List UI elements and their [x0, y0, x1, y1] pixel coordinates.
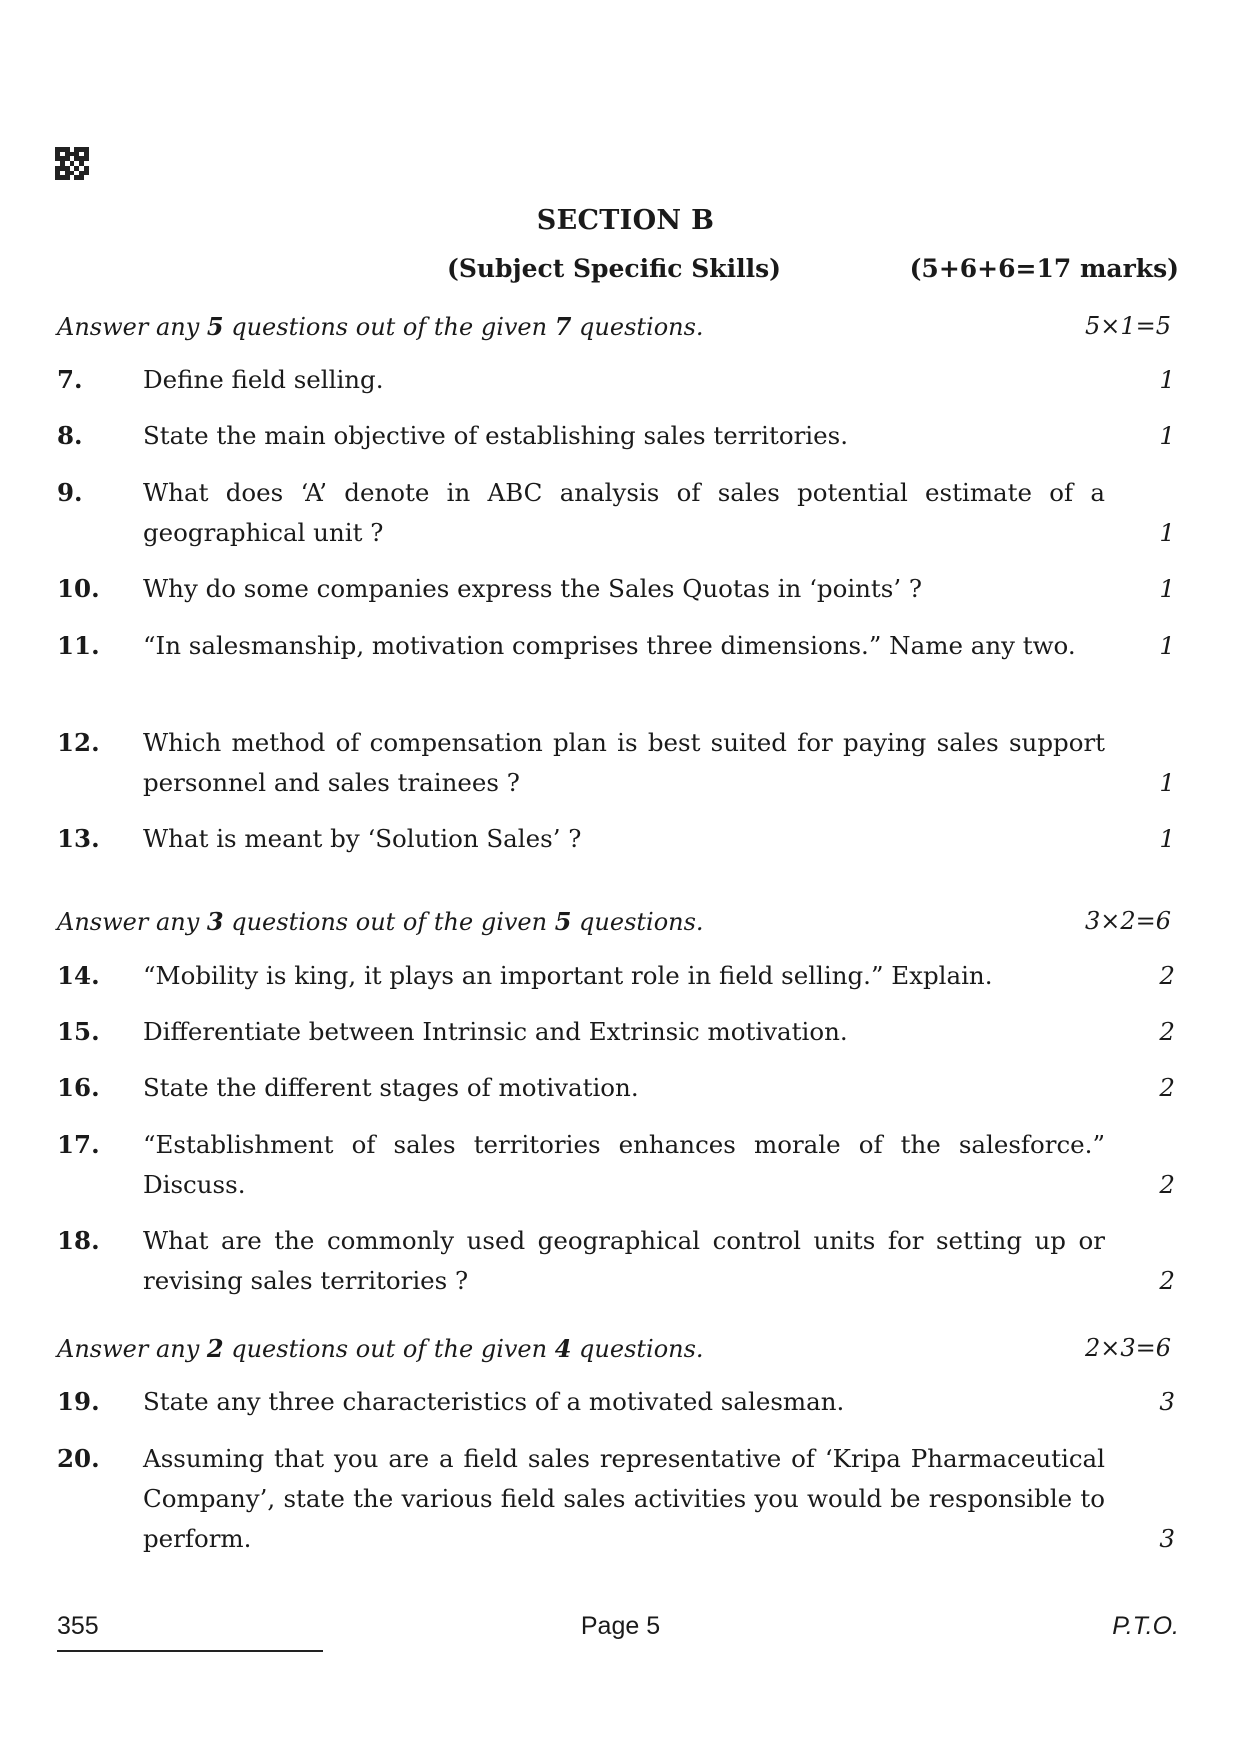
question-item: [57, 1068, 1175, 1108]
question-mark: 1: [1159, 518, 1175, 547]
question-mark: 1: [1159, 824, 1175, 853]
question-number: 18.: [57, 1226, 100, 1255]
question-text: “Mobility is king, it plays an important role in field selling.” Explain.: [143, 961, 993, 990]
question-mark: 1: [1159, 574, 1175, 603]
question-text: What does ‘A’ denote in ABC analysis of sales potential estimate of a geographical unit ?: [143, 478, 1105, 547]
section-title: SECTION B: [536, 205, 715, 236]
section-subtitle: (Subject Specific Skills): [447, 254, 781, 283]
group-marks: 3×2=6: [1084, 907, 1171, 935]
question-item: [57, 819, 1175, 859]
group-instruction: [57, 1334, 1171, 1363]
question-text: What are the commonly used geographical control units for setting up or revising sales territories ?: [143, 1226, 1105, 1295]
question-text: State the different stages of motivation.: [143, 1073, 639, 1102]
group-instruction-text: Answer any 5 questions out of the given 7 questions.: [57, 312, 704, 341]
question-mark: 2: [1159, 1170, 1175, 1199]
question-item: [57, 360, 1175, 400]
question-item: [57, 626, 1175, 666]
question-mark: 1: [1159, 631, 1175, 660]
question-text: Why do some companies express the Sales Quotas in ‘points’ ?: [143, 574, 923, 603]
question-text: Define field selling.: [143, 365, 384, 394]
question-text: “Establishment of sales territories enhances morale of the salesforce.” Discuss.: [143, 1130, 1105, 1199]
question-mark: 3: [1159, 1387, 1175, 1416]
question-item: [57, 1221, 1175, 1301]
question-mark: 2: [1159, 1073, 1175, 1102]
question-text: What is meant by ‘Solution Sales’ ?: [143, 824, 582, 853]
qr-code-icon: [55, 147, 89, 180]
question-number: 13.: [57, 824, 100, 853]
pto-label: P.T.O.: [1112, 1612, 1179, 1640]
question-mark: 1: [1159, 768, 1175, 797]
question-number: 9.: [57, 478, 83, 507]
question-number: 11.: [57, 631, 100, 660]
question-number: 10.: [57, 574, 100, 603]
question-item: [57, 473, 1175, 553]
question-number: 7.: [57, 365, 83, 394]
question-item: [57, 723, 1175, 803]
question-item: [57, 1012, 1175, 1052]
group-instruction: [57, 312, 1171, 341]
question-number: 19.: [57, 1387, 100, 1416]
question-text: Differentiate between Intrinsic and Extrinsic motivation.: [143, 1017, 848, 1046]
section-marks: (5+6+6=17 marks): [909, 254, 1179, 283]
paper-code: 355: [57, 1612, 99, 1640]
question-mark: 1: [1159, 365, 1175, 394]
question-text: Assuming that you are a field sales representative of ‘Kripa Pharmaceutical Company’, state the various field sales activities you would be responsible to perform.: [143, 1444, 1105, 1553]
question-mark: 2: [1159, 961, 1175, 990]
question-mark: 2: [1159, 1266, 1175, 1295]
question-number: 20.: [57, 1444, 100, 1473]
question-number: 12.: [57, 728, 100, 757]
footer-divider: [57, 1650, 323, 1652]
question-item: [57, 956, 1175, 996]
group-instruction: [57, 907, 1171, 936]
question-item: [57, 569, 1175, 609]
question-number: 8.: [57, 421, 83, 450]
question-mark: 3: [1159, 1524, 1175, 1553]
question-number: 16.: [57, 1073, 100, 1102]
question-item: [57, 1382, 1175, 1422]
question-text: State the main objective of establishing sales territories.: [143, 421, 848, 450]
question-mark: 2: [1159, 1017, 1175, 1046]
question-number: 17.: [57, 1130, 100, 1159]
question-mark: 1: [1159, 421, 1175, 450]
group-marks: 5×1=5: [1084, 312, 1171, 340]
question-item: [57, 416, 1175, 456]
question-item: [57, 1439, 1175, 1559]
question-number: 14.: [57, 961, 100, 990]
question-item: [57, 1125, 1175, 1205]
page-number: Page 5: [580, 1612, 661, 1640]
group-marks: 2×3=6: [1084, 1334, 1171, 1362]
group-instruction-text: Answer any 3 questions out of the given 5 questions.: [57, 907, 704, 936]
group-instruction-text: Answer any 2 questions out of the given 4 questions.: [57, 1334, 704, 1363]
question-text: “In salesmanship, motivation comprises three dimensions.” Name any two.: [143, 631, 1076, 660]
question-number: 15.: [57, 1017, 100, 1046]
question-text: Which method of compensation plan is best suited for paying sales support personnel and sales trainees ?: [143, 728, 1105, 797]
question-text: State any three characteristics of a motivated salesman.: [143, 1387, 845, 1416]
